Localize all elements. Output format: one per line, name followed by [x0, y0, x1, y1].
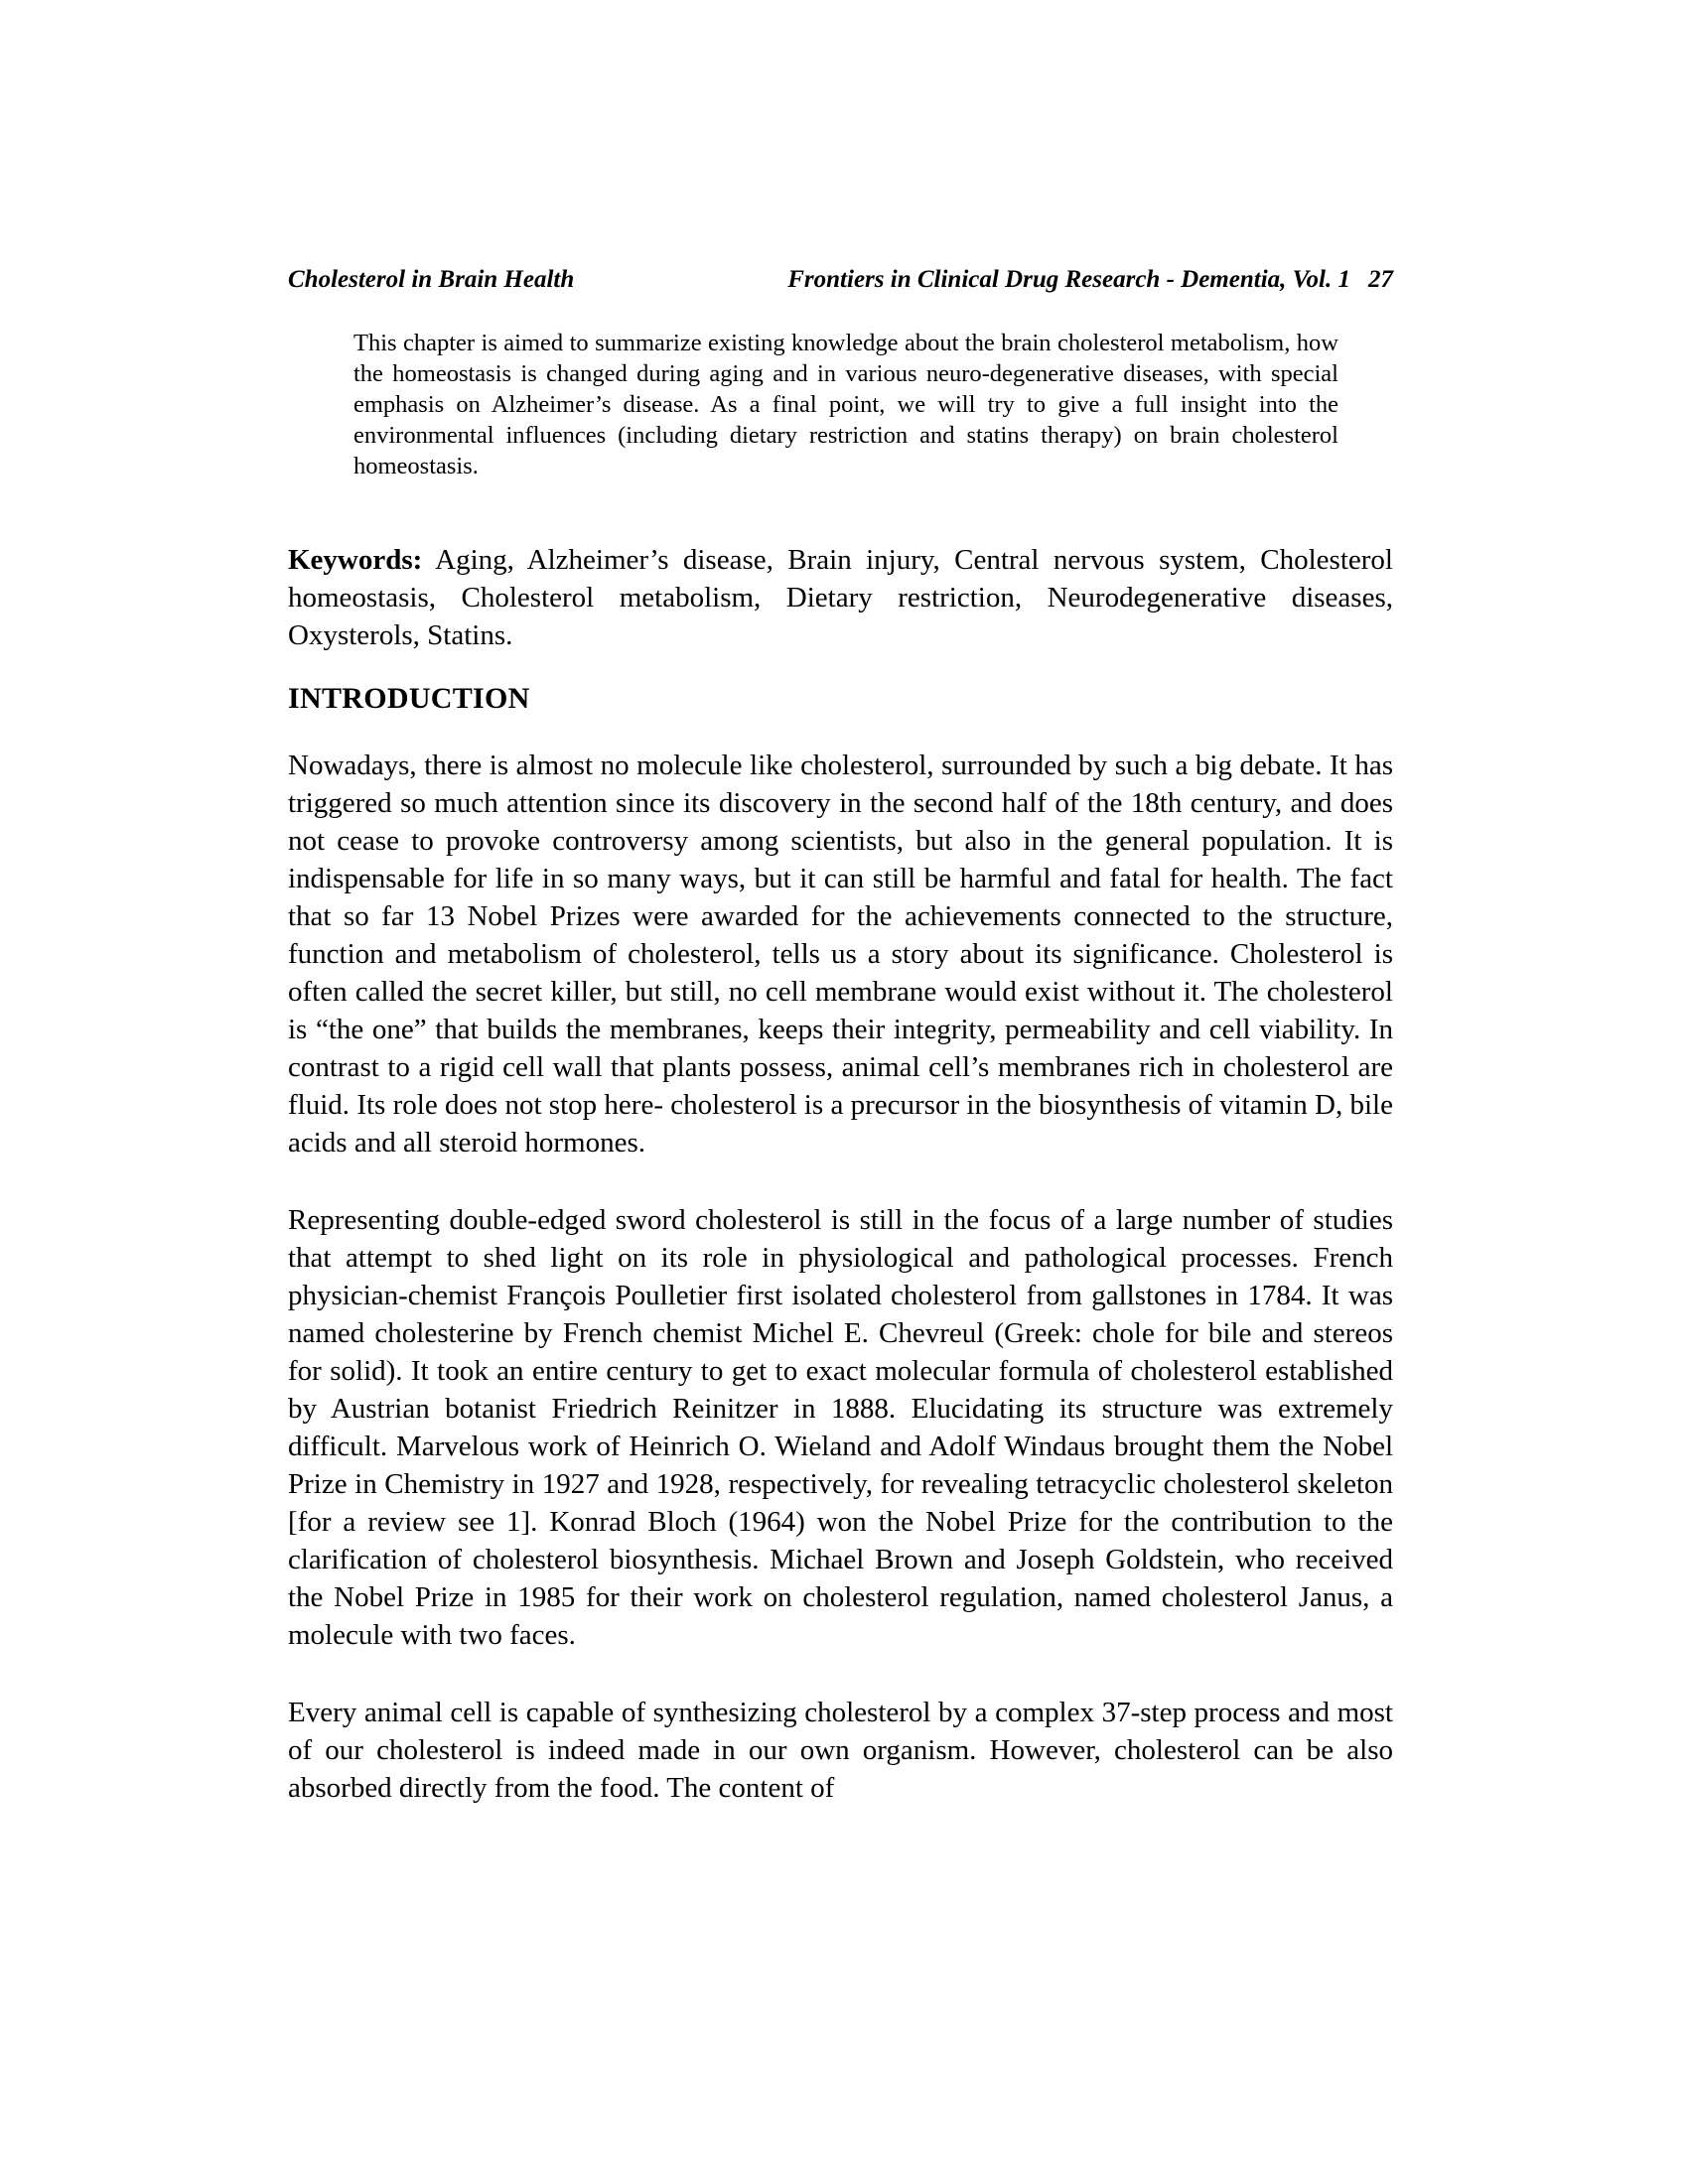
keywords-label: Keywords: — [288, 544, 423, 576]
introduction-paragraph-1: Nowadays, there is almost no molecule like cholesterol, surrounded by such a big debate. It has triggered so much attention since its discovery in the second half of the 18th century, and does not cease to provoke controversy among scientists, but also in the general population. It is indispensable for life in so many ways, but it can still be harmful and fatal for health. The fact that so far 13 Nobel Prizes were awarded for the achievements connected to the structure, function and metabolism of cholesterol, tells us a story about its significance. Cholesterol is often called the secret killer, but still, no cell membrane would exist without it. The cholesterol is “the one” that builds the membranes, keeps their integrity, permeability and cell viability. In contrast to a rigid cell wall that plants possess, animal cell’s membranes rich in cholesterol are fluid. Its role does not stop here- cholesterol is a precursor in the biosynthesis of vitamin D, bile acids and all steroid hormones. — [288, 750, 1393, 1159]
running-header — [288, 266, 1393, 294]
running-title: Cholesterol in Brain Health — [288, 266, 575, 293]
introduction-paragraph-3: Every animal cell is capable of synthesizing cholesterol by a complex 37-step process and most of our cholesterol is indeed made in our own organism. However, cholesterol can be also absorbed directly from the food. The content of — [288, 1697, 1393, 1804]
keywords-paragraph — [288, 541, 1393, 654]
journal-title: Frontiers in Clinical Drug Research - Dementia, Vol. 1 — [787, 266, 1350, 293]
page-content — [288, 266, 1393, 1807]
abstract-paragraph: This chapter is aimed to summarize existing knowledge about the brain cholesterol metabolism, how the homeostasis is changed during aging and in various neuro-degenerative diseases, with special emphasis on Alzheimer’s disease. As a final point, we will try to give a full insight into the environmental influences (including dietary restriction and statins therapy) on brain cholesterol homeostasis. — [353, 330, 1338, 479]
introduction-heading: INTRODUCTION — [288, 682, 530, 715]
introduction-paragraph-2: Representing double-edged sword cholesterol is still in the focus of a large number of studies that attempt to shed light on its role in physiological and pathological processes. French physician-chemist François Poulletier first isolated cholesterol from gallstones in 1784. It was named cholesterine by French chemist Michel E. Chevreul (Greek: chole for bile and stereos for solid). It took an entire century to get to exact molecular formula of cholesterol established by Austrian botanist Friedrich Reinitzer in 1888. Elucidating its structure was extremely difficult. Marvelous work of Heinrich O. Wieland and Adolf Windaus brought them the Nobel Prize in Chemistry in 1927 and 1928, respectively, for revealing tetracyclic cholesterol skeleton [for a review see 1]. Konrad Bloch (1964) won the Nobel Prize for the contribution to the clarification of cholesterol biosynthesis. Michael Brown and Joseph Goldstein, who received the Nobel Prize in 1985 for their work on cholesterol regulation, named cholesterol Janus, a molecule with two faces. — [288, 1204, 1393, 1651]
keywords-text: Aging, Alzheimer’s disease, Brain injury, Central nervous system, Cholesterol homeostasis, Cholesterol metabolism, Dietary restriction, Neurodegenerative diseases, Oxysterols, Statins. — [288, 544, 1393, 651]
page-number: 27 — [1368, 266, 1393, 293]
journal-header-group — [787, 266, 1393, 294]
